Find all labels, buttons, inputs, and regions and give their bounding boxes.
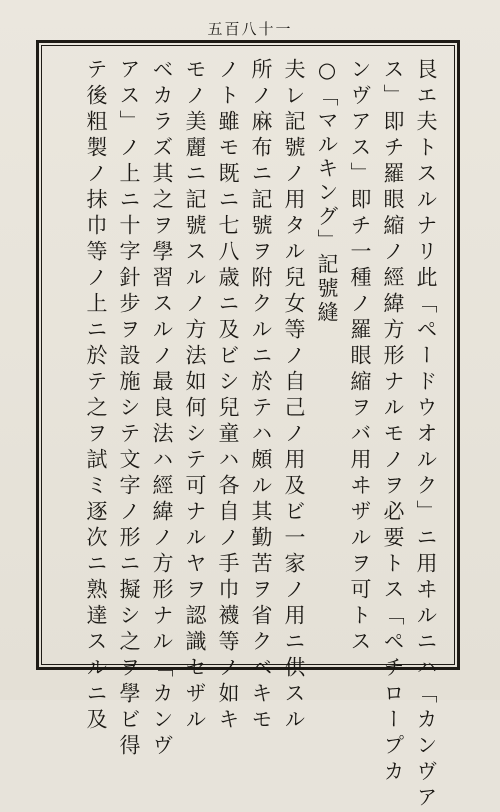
vertical-text-body (79, 58, 442, 812)
text-column: 夫レ記號ノ用タル兒女等ノ自己ノ用及ビ一家ノ用ニ供スル (282, 58, 306, 734)
text-column: ベカラズ其之ヲ學習スルノ最良法ハ經緯ノ方形ナル「カンヴ (150, 58, 174, 760)
text-column: テ後粗製ノ抹巾等ノ上ニ於テ之ヲ試ミ逐次ニ熟達スルニ及 (84, 58, 108, 734)
text-column: ノト雖モ既ニ七八歳ニ及ビシ兒童ハ各自ノ手巾襪等ノ如キ (216, 58, 240, 734)
text-column: 艮エ夫トスルナリ此「ペードウオルク」ニ用ヰルニハ「カンヴア (414, 58, 438, 812)
page-number: 五百八十一 (207, 20, 293, 38)
text-column: ンヴアス」即チ一種ノ羅眼縮ヲバ用ヰザルヲ可トス (348, 58, 372, 656)
text-column: ス」即チ羅眼縮ノ經緯方形ナルモノヲ必要トス「ペチロープカ (381, 58, 405, 786)
text-column: 所ノ麻布ニ記號ヲ附クルニ於テハ頗ル其勤苦ヲ省クベキモ (249, 58, 273, 734)
text-column: アス」ノ上ニ十字針步ヲ設施シテ文字ノ形ニ擬シ之ヲ學ビ得 (117, 58, 141, 760)
section-heading: ○「マルキング」記號縫 (315, 58, 339, 325)
text-column: モノ美麗ニ記號スルノ方法如何シテ可ナルヤヲ認識セザル (183, 58, 207, 734)
